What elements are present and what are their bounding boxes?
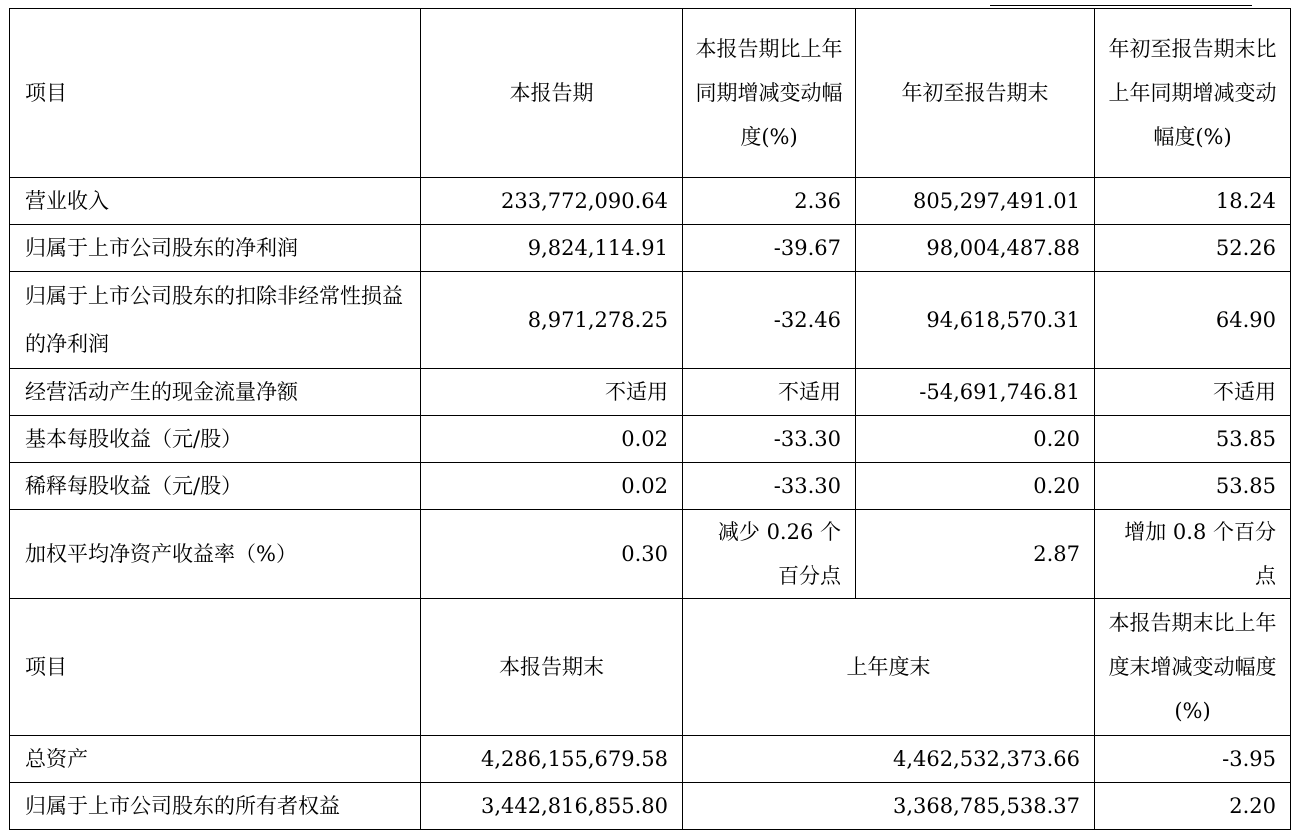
cell-value: 0.20 bbox=[856, 463, 1095, 510]
cell-value: 53.85 bbox=[1095, 416, 1291, 463]
cell-value: -3.95 bbox=[1095, 736, 1291, 783]
header-item: 项目 bbox=[10, 9, 421, 178]
cell-value: 不适用 bbox=[1095, 369, 1291, 416]
cell-value: 2.87 bbox=[856, 510, 1095, 599]
table-row bbox=[10, 272, 1291, 369]
header-current-period: 本报告期 bbox=[421, 9, 683, 178]
cell-value: -39.67 bbox=[683, 225, 856, 272]
header-year-to-date-change: 年初至报告期末比上年同期增减变动幅度(%) bbox=[1095, 9, 1291, 178]
cell-value: 4,462,532,373.66 bbox=[683, 736, 1095, 783]
row-label: 总资产 bbox=[10, 736, 421, 783]
header-year-to-date: 年初至报告期末 bbox=[856, 9, 1095, 178]
table-header-row bbox=[10, 9, 1291, 178]
cell-value: 增加 0.8 个百分点 bbox=[1095, 510, 1291, 599]
cell-value: 0.02 bbox=[421, 463, 683, 510]
cell-value: 4,286,155,679.58 bbox=[421, 736, 683, 783]
clipped-unit-caption-edge bbox=[990, 0, 1252, 6]
table-row bbox=[10, 416, 1291, 463]
row-label: 经营活动产生的现金流量净额 bbox=[10, 369, 421, 416]
row-label: 归属于上市公司股东的扣除非经常性损益的净利润 bbox=[10, 272, 421, 369]
cell-value: 2.20 bbox=[1095, 783, 1291, 830]
table-row bbox=[10, 510, 1291, 599]
cell-value: 0.02 bbox=[421, 416, 683, 463]
row-label: 营业收入 bbox=[10, 178, 421, 225]
cell-value: 805,297,491.01 bbox=[856, 178, 1095, 225]
header-period-end: 本报告期末 bbox=[421, 599, 683, 736]
row-label: 归属于上市公司股东的所有者权益 bbox=[10, 783, 421, 830]
table-header-row bbox=[10, 599, 1291, 736]
table-row bbox=[10, 783, 1291, 830]
cell-value: -54,691,746.81 bbox=[856, 369, 1095, 416]
table-row bbox=[10, 178, 1291, 225]
cell-value: 53.85 bbox=[1095, 463, 1291, 510]
cell-value: 233,772,090.64 bbox=[421, 178, 683, 225]
row-label: 归属于上市公司股东的净利润 bbox=[10, 225, 421, 272]
table-row bbox=[10, 369, 1291, 416]
cell-value: 18.24 bbox=[1095, 178, 1291, 225]
cell-value: 3,442,816,855.80 bbox=[421, 783, 683, 830]
row-label: 基本每股收益（元/股） bbox=[10, 416, 421, 463]
cell-value: 9,824,114.91 bbox=[421, 225, 683, 272]
cell-value: 0.30 bbox=[421, 510, 683, 599]
cell-value: 8,971,278.25 bbox=[421, 272, 683, 369]
cell-value: 不适用 bbox=[421, 369, 683, 416]
cell-value: 52.26 bbox=[1095, 225, 1291, 272]
cell-value: 减少 0.26 个百分点 bbox=[683, 510, 856, 599]
header-current-period-change: 本报告期比上年同期增减变动幅度(%) bbox=[683, 9, 856, 178]
cell-value: -33.30 bbox=[683, 463, 856, 510]
cell-value: 94,618,570.31 bbox=[856, 272, 1095, 369]
cell-value: 3,368,785,538.37 bbox=[683, 783, 1095, 830]
cell-value: 2.36 bbox=[683, 178, 856, 225]
cell-value: 64.90 bbox=[1095, 272, 1291, 369]
header-item: 项目 bbox=[10, 599, 421, 736]
cell-value: 98,004,487.88 bbox=[856, 225, 1095, 272]
table-row bbox=[10, 736, 1291, 783]
row-label: 稀释每股收益（元/股） bbox=[10, 463, 421, 510]
table-row bbox=[10, 225, 1291, 272]
table-row bbox=[10, 463, 1291, 510]
cell-value: 不适用 bbox=[683, 369, 856, 416]
row-label: 加权平均净资产收益率（%） bbox=[10, 510, 421, 599]
header-period-end-change: 本报告期末比上年度末增减变动幅度(%) bbox=[1095, 599, 1291, 736]
header-prior-year-end: 上年度末 bbox=[683, 599, 1095, 736]
financial-data-table bbox=[9, 8, 1291, 830]
cell-value: 0.20 bbox=[856, 416, 1095, 463]
cell-value: -32.46 bbox=[683, 272, 856, 369]
cell-value: -33.30 bbox=[683, 416, 856, 463]
